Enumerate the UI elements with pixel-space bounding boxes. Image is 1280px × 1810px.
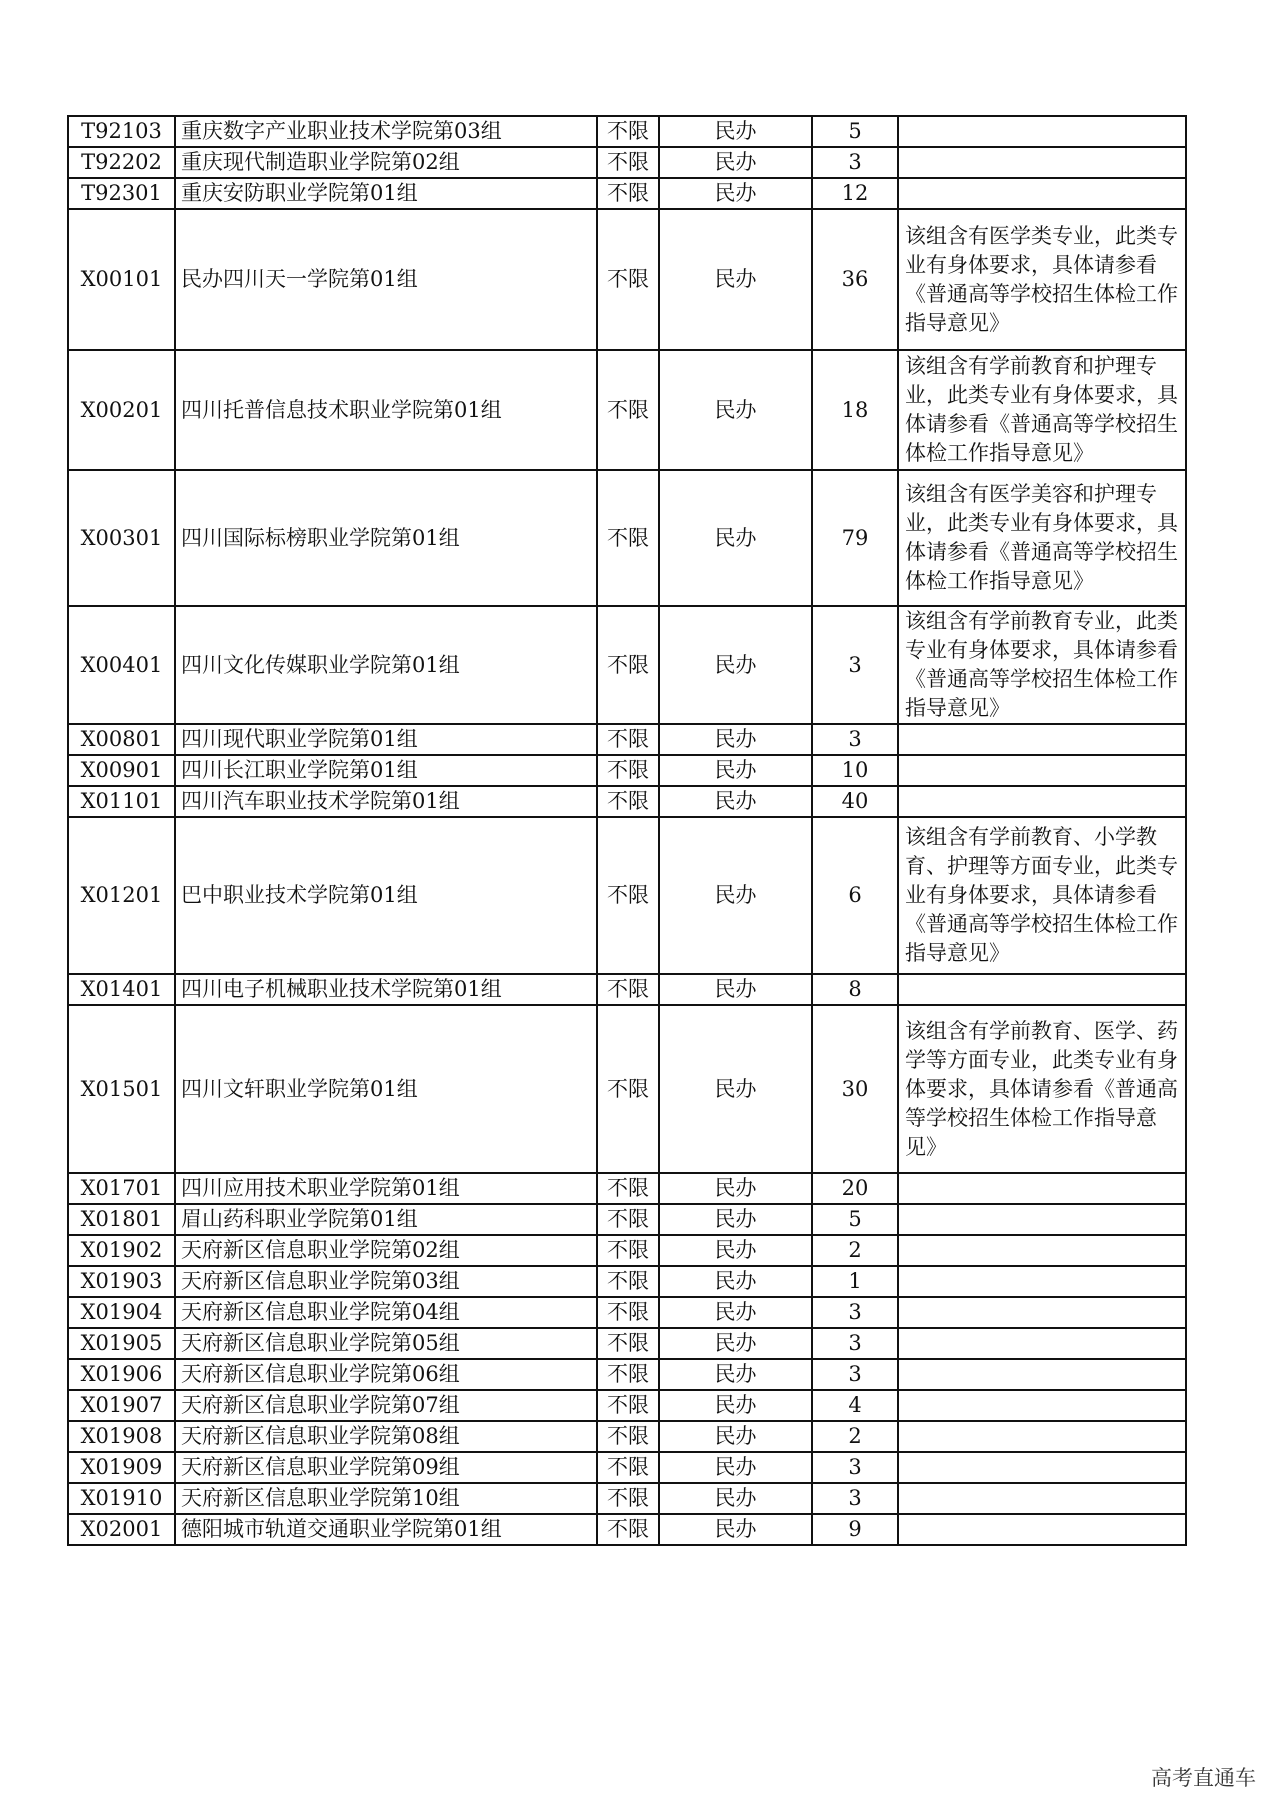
school-group-name-cell: 天府新区信息职业学院第03组: [175, 1266, 597, 1297]
admission-plan-table: [67, 115, 1187, 1546]
plan-count-cell: 9: [812, 1514, 898, 1545]
school-group-name-cell: 重庆数字产业职业技术学院第03组: [175, 116, 597, 147]
remark-cell: 该组含有医学美容和护理专业，此类专业有身体要求，具体请参看《普通高等学校招生体检工作指导意见》: [898, 470, 1186, 606]
subject-requirement-cell: 不限: [597, 1204, 659, 1235]
group-code-cell: X01101: [68, 786, 175, 817]
remark-cell: [898, 116, 1186, 147]
table-body: [68, 116, 1186, 1545]
subject-requirement-cell: 不限: [597, 606, 659, 724]
school-type-cell: 民办: [659, 1483, 812, 1514]
school-type-cell: 民办: [659, 1297, 812, 1328]
plan-count-cell: 4: [812, 1390, 898, 1421]
plan-count-cell: 8: [812, 974, 898, 1005]
remark-cell: [898, 755, 1186, 786]
plan-count-cell: 5: [812, 1204, 898, 1235]
remark-cell: 该组含有学前教育专业，此类专业有身体要求，具体请参看《普通高等学校招生体检工作指导意见》: [898, 606, 1186, 724]
group-code-cell: X01909: [68, 1452, 175, 1483]
plan-count-cell: 3: [812, 1452, 898, 1483]
group-code-cell: X01201: [68, 817, 175, 974]
plan-count-cell: 3: [812, 1483, 898, 1514]
school-group-name-cell: 重庆安防职业学院第01组: [175, 178, 597, 209]
school-type-cell: 民办: [659, 116, 812, 147]
remark-cell: [898, 147, 1186, 178]
subject-requirement-cell: 不限: [597, 1452, 659, 1483]
subject-requirement-cell: 不限: [597, 1173, 659, 1204]
table-row: [68, 1514, 1186, 1545]
table-row: [68, 817, 1186, 974]
table-row: [68, 1452, 1186, 1483]
group-code-cell: X01501: [68, 1005, 175, 1173]
school-type-cell: 民办: [659, 974, 812, 1005]
school-group-name-cell: 四川国际标榜职业学院第01组: [175, 470, 597, 606]
school-type-cell: 民办: [659, 606, 812, 724]
watermark-text: 高考直通车: [1151, 1766, 1256, 1790]
remark-cell: 该组含有学前教育和护理专业，此类专业有身体要求，具体请参看《普通高等学校招生体检工作指导意见》: [898, 350, 1186, 470]
table-row: [68, 1328, 1186, 1359]
school-group-name-cell: 天府新区信息职业学院第07组: [175, 1390, 597, 1421]
remark-cell: [898, 1204, 1186, 1235]
school-group-name-cell: 四川托普信息技术职业学院第01组: [175, 350, 597, 470]
school-type-cell: 民办: [659, 1514, 812, 1545]
school-type-cell: 民办: [659, 350, 812, 470]
group-code-cell: X01910: [68, 1483, 175, 1514]
school-type-cell: 民办: [659, 724, 812, 755]
remark-cell: [898, 1328, 1186, 1359]
group-code-cell: X01907: [68, 1390, 175, 1421]
group-code-cell: X02001: [68, 1514, 175, 1545]
table-row: [68, 1390, 1186, 1421]
school-group-name-cell: 巴中职业技术学院第01组: [175, 817, 597, 974]
subject-requirement-cell: 不限: [597, 470, 659, 606]
school-type-cell: 民办: [659, 147, 812, 178]
plan-count-cell: 3: [812, 1359, 898, 1390]
plan-count-cell: 12: [812, 178, 898, 209]
school-group-name-cell: 天府新区信息职业学院第10组: [175, 1483, 597, 1514]
school-group-name-cell: 天府新区信息职业学院第05组: [175, 1328, 597, 1359]
table-row: [68, 1297, 1186, 1328]
remark-cell: [898, 1390, 1186, 1421]
group-code-cell: X00301: [68, 470, 175, 606]
remark-cell: 该组含有医学类专业，此类专业有身体要求，具体请参看《普通高等学校招生体检工作指导意见》: [898, 209, 1186, 350]
school-type-cell: 民办: [659, 1204, 812, 1235]
remark-cell: [898, 1421, 1186, 1452]
subject-requirement-cell: 不限: [597, 1005, 659, 1173]
subject-requirement-cell: 不限: [597, 147, 659, 178]
school-type-cell: 民办: [659, 1390, 812, 1421]
school-type-cell: 民办: [659, 817, 812, 974]
remark-cell: [898, 1514, 1186, 1545]
remark-cell: [898, 1297, 1186, 1328]
school-group-name-cell: 天府新区信息职业学院第09组: [175, 1452, 597, 1483]
subject-requirement-cell: 不限: [597, 178, 659, 209]
plan-count-cell: 20: [812, 1173, 898, 1204]
subject-requirement-cell: 不限: [597, 1483, 659, 1514]
group-code-cell: X00201: [68, 350, 175, 470]
plan-count-cell: 6: [812, 817, 898, 974]
table-row: [68, 350, 1186, 470]
school-group-name-cell: 四川汽车职业技术学院第01组: [175, 786, 597, 817]
table-row: [68, 1235, 1186, 1266]
plan-count-cell: 79: [812, 470, 898, 606]
group-code-cell: X01905: [68, 1328, 175, 1359]
table-row: [68, 1483, 1186, 1514]
subject-requirement-cell: 不限: [597, 786, 659, 817]
school-group-name-cell: 天府新区信息职业学院第04组: [175, 1297, 597, 1328]
remark-cell: [898, 1235, 1186, 1266]
table-row: [68, 147, 1186, 178]
group-code-cell: X01701: [68, 1173, 175, 1204]
school-type-cell: 民办: [659, 1421, 812, 1452]
plan-count-cell: 18: [812, 350, 898, 470]
plan-count-cell: 2: [812, 1235, 898, 1266]
table-row: [68, 1421, 1186, 1452]
subject-requirement-cell: 不限: [597, 1266, 659, 1297]
table-row: [68, 1173, 1186, 1204]
remark-cell: [898, 1266, 1186, 1297]
remark-cell: 该组含有学前教育、医学、药学等方面专业，此类专业有身体要求，具体请参看《普通高等学校招生体检工作指导意见》: [898, 1005, 1186, 1173]
remark-cell: [898, 974, 1186, 1005]
plan-count-cell: 10: [812, 755, 898, 786]
subject-requirement-cell: 不限: [597, 1390, 659, 1421]
group-code-cell: X01401: [68, 974, 175, 1005]
school-type-cell: 民办: [659, 1359, 812, 1390]
school-group-name-cell: 天府新区信息职业学院第08组: [175, 1421, 597, 1452]
group-code-cell: X00101: [68, 209, 175, 350]
school-group-name-cell: 天府新区信息职业学院第02组: [175, 1235, 597, 1266]
subject-requirement-cell: 不限: [597, 1328, 659, 1359]
table-row: [68, 974, 1186, 1005]
school-type-cell: 民办: [659, 1173, 812, 1204]
subject-requirement-cell: 不限: [597, 1235, 659, 1266]
table-row: [68, 1359, 1186, 1390]
remark-cell: [898, 178, 1186, 209]
table-row: [68, 470, 1186, 606]
subject-requirement-cell: 不限: [597, 350, 659, 470]
school-group-name-cell: 德阳城市轨道交通职业学院第01组: [175, 1514, 597, 1545]
school-type-cell: 民办: [659, 1005, 812, 1173]
group-code-cell: T92202: [68, 147, 175, 178]
school-group-name-cell: 四川文化传媒职业学院第01组: [175, 606, 597, 724]
subject-requirement-cell: 不限: [597, 209, 659, 350]
plan-count-cell: 40: [812, 786, 898, 817]
school-type-cell: 民办: [659, 1452, 812, 1483]
plan-count-cell: 36: [812, 209, 898, 350]
plan-count-cell: 2: [812, 1421, 898, 1452]
subject-requirement-cell: 不限: [597, 1421, 659, 1452]
plan-count-cell: 5: [812, 116, 898, 147]
group-code-cell: X01904: [68, 1297, 175, 1328]
plan-count-cell: 3: [812, 1297, 898, 1328]
subject-requirement-cell: 不限: [597, 1514, 659, 1545]
group-code-cell: X01906: [68, 1359, 175, 1390]
remark-cell: [898, 1483, 1186, 1514]
subject-requirement-cell: 不限: [597, 724, 659, 755]
remark-cell: [898, 1452, 1186, 1483]
school-group-name-cell: 四川现代职业学院第01组: [175, 724, 597, 755]
table-row: [68, 209, 1186, 350]
school-type-cell: 民办: [659, 1266, 812, 1297]
subject-requirement-cell: 不限: [597, 1359, 659, 1390]
subject-requirement-cell: 不限: [597, 817, 659, 974]
remark-cell: [898, 1173, 1186, 1204]
table-row: [68, 786, 1186, 817]
subject-requirement-cell: 不限: [597, 755, 659, 786]
remark-cell: [898, 724, 1186, 755]
table-row: [68, 606, 1186, 724]
table-row: [68, 178, 1186, 209]
group-code-cell: X01903: [68, 1266, 175, 1297]
school-type-cell: 民办: [659, 786, 812, 817]
school-type-cell: 民办: [659, 470, 812, 606]
school-group-name-cell: 天府新区信息职业学院第06组: [175, 1359, 597, 1390]
group-code-cell: X00901: [68, 755, 175, 786]
remark-cell: [898, 786, 1186, 817]
school-type-cell: 民办: [659, 1328, 812, 1359]
table-row: [68, 1204, 1186, 1235]
subject-requirement-cell: 不限: [597, 974, 659, 1005]
group-code-cell: T92301: [68, 178, 175, 209]
table-row: [68, 724, 1186, 755]
group-code-cell: X01801: [68, 1204, 175, 1235]
school-type-cell: 民办: [659, 755, 812, 786]
plan-count-cell: 30: [812, 1005, 898, 1173]
school-type-cell: 民办: [659, 1235, 812, 1266]
school-group-name-cell: 四川文轩职业学院第01组: [175, 1005, 597, 1173]
group-code-cell: X00801: [68, 724, 175, 755]
school-group-name-cell: 四川长江职业学院第01组: [175, 755, 597, 786]
school-group-name-cell: 四川电子机械职业技术学院第01组: [175, 974, 597, 1005]
group-code-cell: T92103: [68, 116, 175, 147]
plan-count-cell: 3: [812, 724, 898, 755]
plan-count-cell: 3: [812, 606, 898, 724]
school-type-cell: 民办: [659, 178, 812, 209]
remark-cell: 该组含有学前教育、小学教育、护理等方面专业，此类专业有身体要求，具体请参看《普通高等学校招生体检工作指导意见》: [898, 817, 1186, 974]
table-row: [68, 1266, 1186, 1297]
plan-count-cell: 3: [812, 1328, 898, 1359]
school-group-name-cell: 民办四川天一学院第01组: [175, 209, 597, 350]
group-code-cell: X01908: [68, 1421, 175, 1452]
plan-count-cell: 3: [812, 147, 898, 178]
group-code-cell: X00401: [68, 606, 175, 724]
school-group-name-cell: 重庆现代制造职业学院第02组: [175, 147, 597, 178]
subject-requirement-cell: 不限: [597, 116, 659, 147]
school-group-name-cell: 四川应用技术职业学院第01组: [175, 1173, 597, 1204]
table-row: [68, 1005, 1186, 1173]
table-row: [68, 755, 1186, 786]
table-row: [68, 116, 1186, 147]
school-group-name-cell: 眉山药科职业学院第01组: [175, 1204, 597, 1235]
group-code-cell: X01902: [68, 1235, 175, 1266]
subject-requirement-cell: 不限: [597, 1297, 659, 1328]
remark-cell: [898, 1359, 1186, 1390]
school-type-cell: 民办: [659, 209, 812, 350]
plan-count-cell: 1: [812, 1266, 898, 1297]
